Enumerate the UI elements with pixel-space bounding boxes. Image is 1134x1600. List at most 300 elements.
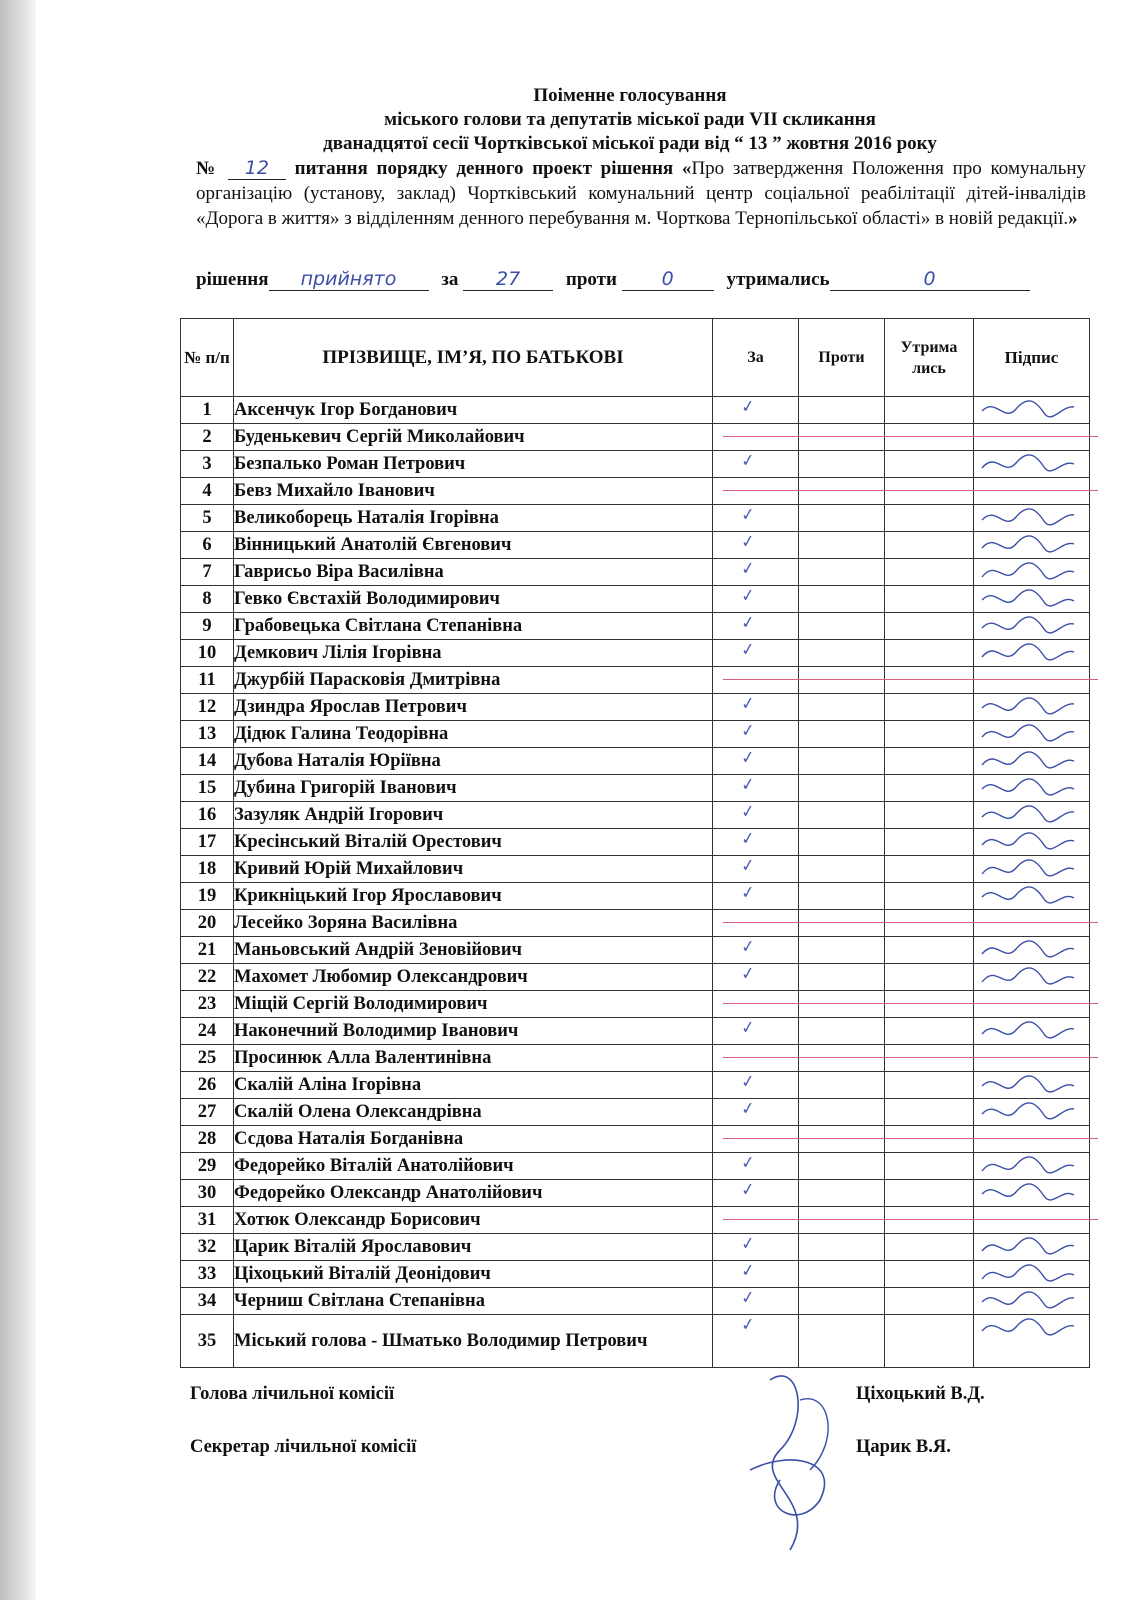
table-row bbox=[181, 559, 1090, 586]
signature-scrawl bbox=[978, 1182, 1078, 1204]
col-header-name: ПРІЗВИЩЕ, ІМ’Я, ПО БАТЬКОВІ bbox=[234, 319, 713, 397]
deputy-name: Маньовський Андрій Зеновійович bbox=[234, 937, 713, 964]
vote-against-cell bbox=[799, 694, 885, 721]
deputy-name: Просинюк Алла Валентинівна bbox=[234, 1045, 713, 1072]
signature-cell bbox=[974, 667, 1090, 694]
vote-against-cell bbox=[799, 883, 885, 910]
vote-against-cell bbox=[799, 1207, 885, 1234]
signature-scrawl bbox=[978, 831, 1078, 853]
vote-against-cell bbox=[799, 937, 885, 964]
table-row bbox=[181, 640, 1090, 667]
signature-cell bbox=[974, 883, 1090, 910]
signature-cell bbox=[974, 1234, 1090, 1261]
signature-cell bbox=[974, 1045, 1090, 1072]
signature-scrawl bbox=[978, 399, 1078, 421]
signature-scrawl bbox=[978, 1020, 1078, 1042]
table-row bbox=[181, 478, 1090, 505]
deputy-name: Ссдова Наталія Богданівна bbox=[234, 1126, 713, 1153]
deputy-name: Великоборець Наталія Ігорівна bbox=[234, 505, 713, 532]
table-row bbox=[181, 505, 1090, 532]
table-row bbox=[181, 1180, 1090, 1207]
vote-for-cell bbox=[713, 991, 799, 1018]
table-row bbox=[181, 937, 1090, 964]
question-lead: питання порядку денного проект рішення « bbox=[294, 158, 692, 179]
deputy-name: Лесейко Зоряна Василівна bbox=[234, 910, 713, 937]
signature-scrawl bbox=[978, 615, 1078, 637]
signature-cell bbox=[974, 1180, 1090, 1207]
vote-against-cell bbox=[799, 451, 885, 478]
table-row bbox=[181, 802, 1090, 829]
vote-abstain-cell bbox=[885, 1072, 974, 1099]
against-label: проти bbox=[565, 269, 617, 290]
vote-against-cell bbox=[799, 1099, 885, 1126]
signature-scrawl bbox=[978, 534, 1078, 556]
deputy-name: Федорейко Олександр Анатолійович bbox=[234, 1180, 713, 1207]
vote-abstain-cell bbox=[885, 694, 974, 721]
chair-label: Голова лічильної комісії bbox=[190, 1384, 395, 1404]
table-row bbox=[181, 613, 1090, 640]
checkmark-icon: ✓ bbox=[739, 450, 757, 472]
vote-abstain-cell bbox=[885, 1288, 974, 1315]
row-number: 26 bbox=[181, 1072, 234, 1099]
table-row bbox=[181, 694, 1090, 721]
vote-abstain-cell bbox=[885, 613, 974, 640]
row-number: 16 bbox=[181, 802, 234, 829]
signature-cell bbox=[974, 424, 1090, 451]
vote-abstain-cell bbox=[885, 1234, 974, 1261]
vote-against-cell bbox=[799, 586, 885, 613]
signature-scrawl bbox=[978, 1317, 1078, 1339]
vote-for-cell bbox=[713, 1099, 799, 1126]
checkmark-icon: ✓ bbox=[739, 828, 757, 850]
signature-cell bbox=[974, 1099, 1090, 1126]
table-row bbox=[181, 991, 1090, 1018]
abstain-count: 0 bbox=[830, 268, 1030, 291]
signature-scrawl bbox=[978, 885, 1078, 907]
decision-value: прийнятo bbox=[269, 268, 429, 291]
signature-cell bbox=[974, 1288, 1090, 1315]
row-number: 2 bbox=[181, 424, 234, 451]
vote-for-cell bbox=[713, 748, 799, 775]
row-number: 28 bbox=[181, 1126, 234, 1153]
deputy-name: Бевз Михайло Іванович bbox=[234, 478, 713, 505]
vote-abstain-cell bbox=[885, 829, 974, 856]
checkmark-icon: ✓ bbox=[739, 558, 757, 580]
checkmark-icon: ✓ bbox=[739, 1152, 757, 1174]
vote-against-cell bbox=[799, 505, 885, 532]
signature-cell bbox=[974, 1315, 1090, 1368]
table-row bbox=[181, 748, 1090, 775]
signature-cell bbox=[974, 964, 1090, 991]
vote-for-cell bbox=[713, 1045, 799, 1072]
deputy-name: Махомет Любомир Олександрович bbox=[234, 964, 713, 991]
table-row bbox=[181, 829, 1090, 856]
vote-abstain-cell bbox=[885, 1018, 974, 1045]
signature-cell bbox=[974, 640, 1090, 667]
vote-abstain-cell bbox=[885, 559, 974, 586]
row-number: 30 bbox=[181, 1180, 234, 1207]
signature-cell bbox=[974, 937, 1090, 964]
signature-scrawl bbox=[978, 1074, 1078, 1096]
vote-abstain-cell bbox=[885, 775, 974, 802]
signature-scrawl bbox=[978, 588, 1078, 610]
table-row bbox=[181, 883, 1090, 910]
signature-scrawl bbox=[978, 507, 1078, 529]
row-number: 17 bbox=[181, 829, 234, 856]
table-row bbox=[181, 1153, 1090, 1180]
vote-for-cell bbox=[713, 505, 799, 532]
deputy-name: Хотюк Олександр Борисович bbox=[234, 1207, 713, 1234]
vote-abstain-cell bbox=[885, 802, 974, 829]
vote-for-cell bbox=[713, 829, 799, 856]
document-subtitle: міського голови та депутатів міської ради VII скликання bbox=[384, 109, 876, 130]
table-row bbox=[181, 721, 1090, 748]
vote-against-cell bbox=[799, 478, 885, 505]
chair-name: Ціхоцький В.Д. bbox=[856, 1384, 985, 1404]
checkmark-icon: ✓ bbox=[739, 720, 757, 742]
row-number: 35 bbox=[181, 1315, 234, 1368]
vote-abstain-cell bbox=[885, 1315, 974, 1368]
checkmark-icon: ✓ bbox=[739, 585, 757, 607]
deputy-name: Зазуляк Андрій Ігорович bbox=[234, 802, 713, 829]
signature-scrawl bbox=[978, 804, 1078, 826]
table-row bbox=[181, 1045, 1090, 1072]
question-close: » bbox=[1068, 208, 1078, 229]
table-row bbox=[181, 451, 1090, 478]
vote-for-cell bbox=[713, 451, 799, 478]
deputy-name: Демкович Лілія Ігорівна bbox=[234, 640, 713, 667]
deputy-name: Федорейко Віталій Анатолійович bbox=[234, 1153, 713, 1180]
deputy-name: Скалій Олена Олександрівна bbox=[234, 1099, 713, 1126]
signature-cell bbox=[974, 478, 1090, 505]
roll-call-table bbox=[180, 318, 1090, 1368]
signature-cell bbox=[974, 397, 1090, 424]
signature-cell bbox=[974, 721, 1090, 748]
signature-scrawl bbox=[978, 777, 1078, 799]
vote-abstain-cell bbox=[885, 748, 974, 775]
signature-scrawl bbox=[978, 750, 1078, 772]
signature-scrawl bbox=[978, 642, 1078, 664]
vote-for-cell bbox=[713, 694, 799, 721]
signature-scrawl bbox=[978, 966, 1078, 988]
table-row bbox=[181, 1261, 1090, 1288]
vote-abstain-cell bbox=[885, 667, 974, 694]
vote-against-cell bbox=[799, 1126, 885, 1153]
table-row bbox=[181, 667, 1090, 694]
question-number-handwritten: 12 bbox=[228, 157, 286, 180]
deputy-name: Кривий Юрій Михайлович bbox=[234, 856, 713, 883]
checkmark-icon: ✓ bbox=[739, 531, 757, 553]
vote-against-cell bbox=[799, 829, 885, 856]
decision-line bbox=[196, 268, 1086, 291]
vote-abstain-cell bbox=[885, 1099, 974, 1126]
vote-against-cell bbox=[799, 1045, 885, 1072]
table-row bbox=[181, 1207, 1090, 1234]
vote-for-cell bbox=[713, 613, 799, 640]
checkmark-icon: ✓ bbox=[739, 1017, 757, 1039]
against-count: 0 bbox=[622, 268, 714, 291]
deputy-name: Крикніцький Ігор Ярославович bbox=[234, 883, 713, 910]
deputy-name: Черниш Світлана Степанівна bbox=[234, 1288, 713, 1315]
vote-against-cell bbox=[799, 802, 885, 829]
vote-abstain-cell bbox=[885, 451, 974, 478]
signature-cell bbox=[974, 1207, 1090, 1234]
vote-for-cell bbox=[713, 532, 799, 559]
vote-abstain-cell bbox=[885, 586, 974, 613]
vote-for-cell bbox=[713, 775, 799, 802]
checkmark-icon: ✓ bbox=[739, 855, 757, 877]
table-row bbox=[181, 424, 1090, 451]
checkmark-icon: ✓ bbox=[739, 1287, 757, 1309]
vote-abstain-cell bbox=[885, 964, 974, 991]
vote-against-cell bbox=[799, 1153, 885, 1180]
signature-cell bbox=[974, 505, 1090, 532]
decision-label: рішення bbox=[196, 269, 269, 290]
deputy-name: Дідюк Галина Теодорівна bbox=[234, 721, 713, 748]
row-number: 13 bbox=[181, 721, 234, 748]
signature-scrawl bbox=[978, 1263, 1078, 1285]
signature-cell bbox=[974, 613, 1090, 640]
table-row bbox=[181, 1018, 1090, 1045]
table-row bbox=[181, 775, 1090, 802]
row-number: 25 bbox=[181, 1045, 234, 1072]
vote-abstain-cell bbox=[885, 505, 974, 532]
checkmark-icon: ✓ bbox=[739, 963, 757, 985]
row-number: 22 bbox=[181, 964, 234, 991]
checkmark-icon: ✓ bbox=[739, 774, 757, 796]
row-number: 3 bbox=[181, 451, 234, 478]
table-row bbox=[181, 856, 1090, 883]
vote-for-cell bbox=[713, 1288, 799, 1315]
col-header-abstain: Утрима лись bbox=[885, 319, 974, 397]
row-number: 11 bbox=[181, 667, 234, 694]
deputy-name: Дубова Наталія Юріївна bbox=[234, 748, 713, 775]
table-row bbox=[181, 910, 1090, 937]
deputy-name: Гевко Євстахій Володимирович bbox=[234, 586, 713, 613]
vote-against-cell bbox=[799, 775, 885, 802]
col-header-signature: Підпис bbox=[974, 319, 1090, 397]
signature-cell bbox=[974, 991, 1090, 1018]
table-row bbox=[181, 1126, 1090, 1153]
vote-against-cell bbox=[799, 1261, 885, 1288]
checkmark-icon: ✓ bbox=[739, 612, 757, 634]
checkmark-icon: ✓ bbox=[739, 693, 757, 715]
vote-abstain-cell bbox=[885, 910, 974, 937]
vote-abstain-cell bbox=[885, 1126, 974, 1153]
row-number: 24 bbox=[181, 1018, 234, 1045]
vote-for-cell bbox=[713, 1234, 799, 1261]
vote-abstain-cell bbox=[885, 1180, 974, 1207]
deputy-name: Царик Віталій Ярославович bbox=[234, 1234, 713, 1261]
row-number: 23 bbox=[181, 991, 234, 1018]
session-date-line: дванадцятої сесії Чортківської міської ради від “ 13 ” жовтня 2016 року bbox=[323, 133, 937, 154]
vote-against-cell bbox=[799, 721, 885, 748]
vote-for-cell bbox=[713, 586, 799, 613]
signature-cell bbox=[974, 451, 1090, 478]
vote-against-cell bbox=[799, 559, 885, 586]
vote-abstain-cell bbox=[885, 640, 974, 667]
row-number: 12 bbox=[181, 694, 234, 721]
signature-cell bbox=[974, 910, 1090, 937]
row-number: 14 bbox=[181, 748, 234, 775]
table-header-row bbox=[181, 319, 1090, 397]
signature-cell bbox=[974, 694, 1090, 721]
vote-abstain-cell bbox=[885, 397, 974, 424]
vote-against-cell bbox=[799, 910, 885, 937]
deputy-name: Дзиндра Ярослав Петрович bbox=[234, 694, 713, 721]
row-number: 7 bbox=[181, 559, 234, 586]
row-number: 20 bbox=[181, 910, 234, 937]
vote-for-cell bbox=[713, 937, 799, 964]
table-row bbox=[181, 1099, 1090, 1126]
deputy-name: Наконечний Володимир Іванович bbox=[234, 1018, 713, 1045]
vote-for-cell bbox=[713, 559, 799, 586]
vote-against-cell bbox=[799, 424, 885, 451]
row-number: 4 bbox=[181, 478, 234, 505]
deputy-name: Скалій Аліна Ігорівна bbox=[234, 1072, 713, 1099]
checkmark-icon: ✓ bbox=[739, 504, 757, 526]
signature-scrawl bbox=[978, 453, 1078, 475]
vote-against-cell bbox=[799, 1018, 885, 1045]
commission-signatures bbox=[730, 1360, 870, 1560]
row-number: 18 bbox=[181, 856, 234, 883]
question-text: Про затвердження Положення про комунальну організацію (установу, заклад) Чортківський комунальний центр соціальної реабілітації дітей-інвалідів «Дорога в життя» з відділенням денного перебування м. Чорткова Тернопільської області» в новій редакції. bbox=[196, 158, 1087, 229]
row-number: 1 bbox=[181, 397, 234, 424]
deputy-name: Дубина Григорій Іванович bbox=[234, 775, 713, 802]
row-number: 31 bbox=[181, 1207, 234, 1234]
vote-abstain-cell bbox=[885, 424, 974, 451]
deputy-name: Аксенчук Ігор Богданович bbox=[234, 397, 713, 424]
vote-for-cell bbox=[713, 397, 799, 424]
signature-cell bbox=[974, 775, 1090, 802]
signature-cell bbox=[974, 856, 1090, 883]
vote-for-cell bbox=[713, 478, 799, 505]
vote-against-cell bbox=[799, 1072, 885, 1099]
vote-against-cell bbox=[799, 991, 885, 1018]
agenda-question bbox=[196, 156, 1086, 231]
deputy-name: Гаврисьо Віра Василівна bbox=[234, 559, 713, 586]
deputy-name: Грабовецька Світлана Степанівна bbox=[234, 613, 713, 640]
vote-abstain-cell bbox=[885, 1261, 974, 1288]
row-number: 27 bbox=[181, 1099, 234, 1126]
vote-for-cell bbox=[713, 1072, 799, 1099]
signature-cell bbox=[974, 1126, 1090, 1153]
table-row bbox=[181, 1288, 1090, 1315]
vote-for-cell bbox=[713, 1180, 799, 1207]
table-row bbox=[181, 964, 1090, 991]
checkmark-icon: ✓ bbox=[739, 882, 757, 904]
vote-against-cell bbox=[799, 397, 885, 424]
signature-scrawl bbox=[978, 696, 1078, 718]
deputy-name: Буденькевич Сергій Миколайович bbox=[234, 424, 713, 451]
checkmark-icon: ✓ bbox=[739, 1314, 757, 1336]
vote-for-cell bbox=[713, 1153, 799, 1180]
signature-cell bbox=[974, 748, 1090, 775]
table-row bbox=[181, 1315, 1090, 1368]
vote-for-cell bbox=[713, 910, 799, 937]
signature-scrawl bbox=[978, 1290, 1078, 1312]
signature-cell bbox=[974, 1261, 1090, 1288]
signature-cell bbox=[974, 1018, 1090, 1045]
vote-for-cell bbox=[713, 856, 799, 883]
checkmark-icon: ✓ bbox=[739, 1233, 757, 1255]
row-number: 8 bbox=[181, 586, 234, 613]
row-number: 33 bbox=[181, 1261, 234, 1288]
vote-against-cell bbox=[799, 1234, 885, 1261]
signature-scrawl bbox=[978, 1236, 1078, 1258]
checkmark-icon: ✓ bbox=[739, 801, 757, 823]
vote-for-cell bbox=[713, 667, 799, 694]
vote-abstain-cell bbox=[885, 991, 974, 1018]
col-header-for: За bbox=[713, 319, 799, 397]
vote-for-cell bbox=[713, 883, 799, 910]
signature-cell bbox=[974, 1072, 1090, 1099]
signature-cell bbox=[974, 1153, 1090, 1180]
vote-abstain-cell bbox=[885, 937, 974, 964]
signature-cell bbox=[974, 559, 1090, 586]
vote-abstain-cell bbox=[885, 1207, 974, 1234]
table-row bbox=[181, 586, 1090, 613]
vote-against-cell bbox=[799, 856, 885, 883]
vote-against-cell bbox=[799, 1288, 885, 1315]
signature-scrawl bbox=[978, 723, 1078, 745]
vote-against-cell bbox=[799, 964, 885, 991]
deputy-name: Безпалько Роман Петрович bbox=[234, 451, 713, 478]
signature-scrawl bbox=[978, 1101, 1078, 1123]
deputy-name: Ціхоцький Віталій Деонідович bbox=[234, 1261, 713, 1288]
vote-for-cell bbox=[713, 640, 799, 667]
deputy-name: Міщій Сергій Володимирович bbox=[234, 991, 713, 1018]
vote-for-cell bbox=[713, 1207, 799, 1234]
signature-cell bbox=[974, 586, 1090, 613]
vote-abstain-cell bbox=[885, 721, 974, 748]
row-number: 10 bbox=[181, 640, 234, 667]
table-row bbox=[181, 397, 1090, 424]
row-number: 5 bbox=[181, 505, 234, 532]
table-row bbox=[181, 532, 1090, 559]
col-header-number: № п/п bbox=[181, 319, 234, 397]
signature-cell bbox=[974, 802, 1090, 829]
document-title: Поіменне голосування bbox=[533, 85, 727, 106]
checkmark-icon: ✓ bbox=[739, 936, 757, 958]
vote-for-cell bbox=[713, 1018, 799, 1045]
scan-edge-shadow bbox=[0, 0, 36, 1600]
vote-abstain-cell bbox=[885, 532, 974, 559]
number-prefix: № bbox=[196, 158, 220, 179]
deputy-name: Кресінський Віталій Орестович bbox=[234, 829, 713, 856]
signature-cell bbox=[974, 829, 1090, 856]
row-number: 29 bbox=[181, 1153, 234, 1180]
vote-abstain-cell bbox=[885, 1153, 974, 1180]
vote-against-cell bbox=[799, 748, 885, 775]
signature-scrawl bbox=[978, 561, 1078, 583]
vote-abstain-cell bbox=[885, 478, 974, 505]
col-header-against: Проти bbox=[799, 319, 885, 397]
deputy-name: Міський голова - Шматько Володимир Петрович bbox=[234, 1315, 713, 1368]
signature-scrawl bbox=[978, 1155, 1078, 1177]
vote-against-cell bbox=[799, 613, 885, 640]
vote-for-cell bbox=[713, 964, 799, 991]
vote-against-cell bbox=[799, 1180, 885, 1207]
signature-scrawl bbox=[978, 939, 1078, 961]
vote-for-cell bbox=[713, 802, 799, 829]
vote-abstain-cell bbox=[885, 883, 974, 910]
vote-for-cell bbox=[713, 721, 799, 748]
deputy-name: Вінницький Анатолій Євгенович bbox=[234, 532, 713, 559]
vote-for-cell bbox=[713, 424, 799, 451]
row-number: 6 bbox=[181, 532, 234, 559]
checkmark-icon: ✓ bbox=[739, 396, 757, 418]
